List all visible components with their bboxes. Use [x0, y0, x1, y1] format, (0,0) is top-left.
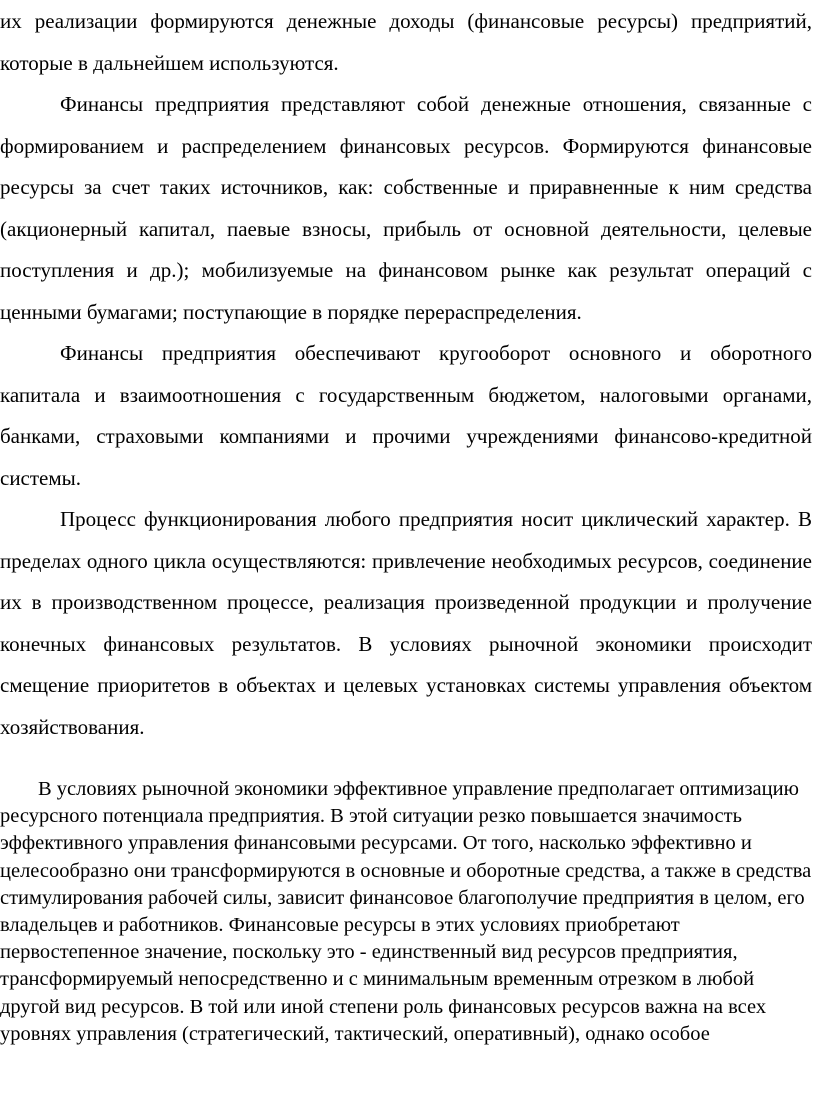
- text-block-lower: [0, 776, 814, 1048]
- paragraph-capital-circulation: Финансы предприятия обеспечивают кругооборот основного и оборотного капитала и взаимоотношения с государственным бюджетом, налоговыми органами, банками, страховыми компаниями и прочими учреждениями финансово-кредитной системы.: [0, 341, 812, 490]
- paragraph-continuation: их реализации формируются денежные доходы (финансовые ресурсы) предприятий, которые в дальнейшем используются.: [0, 9, 812, 75]
- paragraph-market-management: В условиях рыночной экономики эффективное управление предполагает оптимизацию ресурсного потенциала предприятия. В этой ситуации резко повышается значимость эффективного управления финансовыми ресурсами. От того, насколько эффективно и целесообразно они трансформируются в основные и оборотные средства, а также в средства стимулирования рабочей силы, зависит финансовое благополучие предприятия в целом, его владельцев и работников. Финансовые ресурсы в этих условиях приобретают первостепенное значение, поскольку это - единственный вид ресурсов предприятия, трансформируемый непосредственно и с минимальным временным отрезком в любой другой вид ресурсов. В той или иной степени роль финансовых ресурсов важна на всех уровнях управления (стратегический, тактический, оперативный), однако особое: [0, 778, 812, 1045]
- paragraph-finance-relations: Финансы предприятия представляют собой денежные отношения, связанные с формированием и распределением финансовых ресурсов. Формируются финансовые ресурсы за счет таких источников, как: собственные и приравненные к ним средства (акционерный капитал, паевые взносы, прибыль от основной деятельности, целевые поступления и др.); мобилизуемые на финансовом рынке как результат операций с ценными бумагами; поступающие в порядке перераспределения.: [0, 92, 812, 324]
- paragraph-cycle-process: Процесс функционирования любого предприятия носит циклический характер. В пределах одного цикла осуществляются: привлечение необходимых ресурсов, соединение их в производственном процессе, реализация произведенной продукции и пролучение конечных финансовых результатов. В условиях рыночной экономики происходит смещение приоритетов в объектах и целевых установках системы управления объектом хозяйствования.: [0, 507, 812, 739]
